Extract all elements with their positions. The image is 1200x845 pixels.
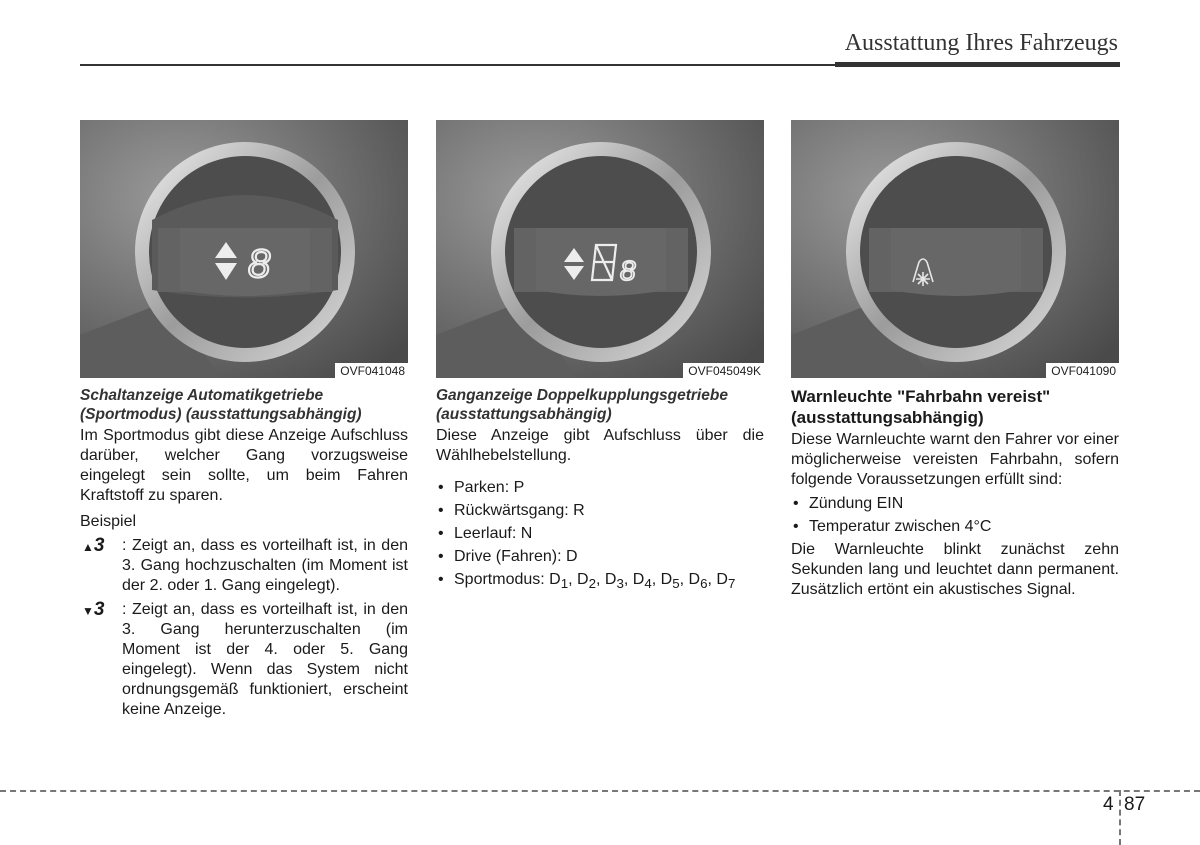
figure-code: OVF045049K [683,363,764,378]
gear-position-list [436,478,764,594]
figure-shift-indicator [80,120,408,378]
shift-up-arrow-icon [564,248,584,262]
page-header-title: Ausstattung Ihres Fahrzeugs [844,30,1118,56]
downshift-symbol-icon: ▼3 [82,599,105,620]
figure-gear-indicator [436,120,764,378]
shift-indicator-display [80,120,408,378]
footer-divider [1119,790,1121,845]
gear-digit-display: 8 [620,255,636,286]
figure-code: OVF041048 [335,363,408,378]
shift-down-arrow-icon [215,263,237,280]
upshift-symbol-icon: ▲3 [82,535,105,556]
ice-warning-display [791,120,1119,378]
downshift-description: : Zeigt an, dass es vorteilhaft ist, in den 3. Gang herunterzuschalten (im Moment ist der 4. oder 5. Gang eingelegt). Wenn das System nicht ordnungsgemäß funktioniert, erscheint keine Anzeige. [122,601,408,718]
list-item-sport-mode: • Sportmodus: $D_1$, $D_2$, $D_3$, $D_4$, $D_5$, $D_6$, $D_7$ [436,570,764,594]
list-item-downshift [80,600,408,720]
shift-up-arrow-icon [215,242,237,258]
gear-digit-display: 8 [248,242,271,286]
list-item: • Drive (Fahren): D [436,547,764,567]
column-ice-warning [791,120,1119,600]
section-heading: Ganganzeige Doppelkupplungsgetriebe (ausstattungsabhängig) [436,387,728,423]
page-number: 87 [1124,794,1146,815]
header-rule-accent [835,62,1120,67]
figure-code: OVF041090 [1046,363,1119,378]
body-text: Diese Warnleuchte warnt den Fahrer vor einer möglicherweise vereisten Fahrbahn, sofern folgende Voraussetzungen erfüllt sind: [791,431,1119,488]
upshift-description: : Zeigt an, dass es vorteilhaft ist, in den 3. Gang hochzuschalten (im Moment ist der 2. oder 1. Gang eingelegt). [122,537,408,594]
segment-letter-icon [592,245,616,280]
list-item-upshift [80,536,408,596]
list-item: • Rückwärtsgang: R [436,501,764,521]
section-heading: Warnleuchte "Fahrbahn vereist" (ausstattungsabhängig) [791,387,1051,427]
list-item: • Zündung EIN [791,494,1119,514]
column-gear-indicator [436,120,764,597]
body-text-2: Die Warnleuchte blinkt zunächst zehn Sekunden lang und leuchtet dann permanent. Zusätzlich ertönt ein akustisches Signal. [791,541,1119,598]
section-heading: Schaltanzeige Automatikgetriebe (Sportmodus) (ausstattungsabhängig) [80,387,362,423]
column-shift-indicator [80,120,408,720]
footer-rule [0,790,1200,792]
road-ice-warning-icon [913,259,933,286]
figure-ice-warning [791,120,1119,378]
chapter-number: 4 [1103,794,1114,815]
list-item: • Parken: P [436,478,764,498]
condition-list [791,494,1119,537]
list-item: • Temperatur zwischen 4°C [791,517,1119,537]
shift-down-arrow-icon [564,266,584,280]
example-label: Beispiel [80,513,137,530]
body-text: Im Sportmodus gibt diese Anzeige Aufschluss darüber, welcher Gang vorzugsweise eingelegt sein sollte, um beim Fahren Kraftstoff zu sparen. [80,427,408,504]
list-item: • Leerlauf: N [436,524,764,544]
body-text: Diese Anzeige gibt Aufschluss über die Wählhebelstellung. [436,427,764,464]
gear-indicator-display [436,120,764,378]
